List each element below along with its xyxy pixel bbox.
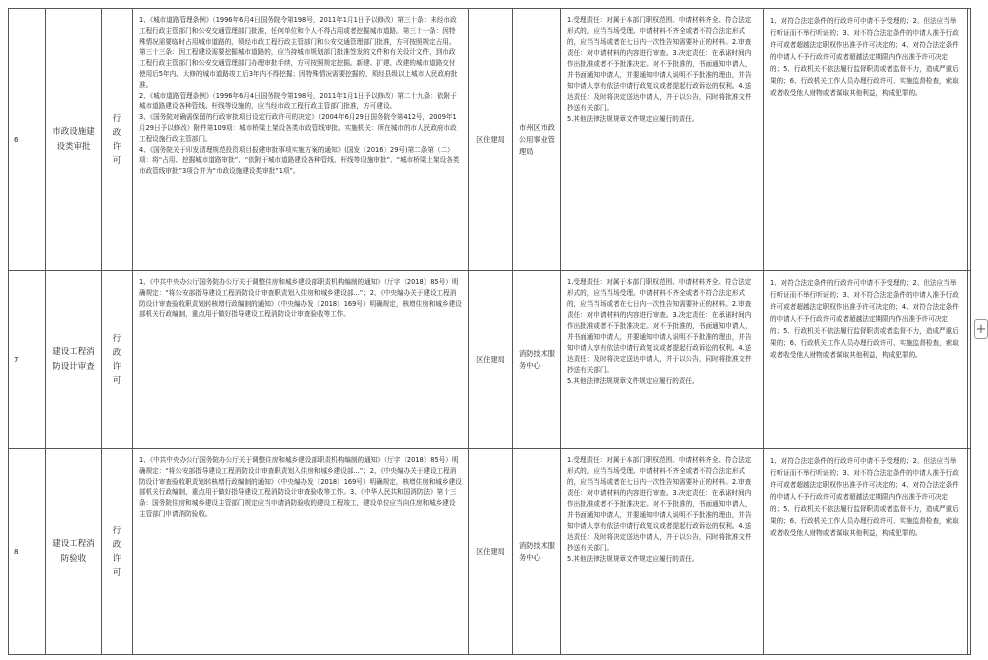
duty-paragraph: 5.其他法律法规规章文件规定应履行的责任。 [567,555,699,563]
item-type-char: 可 [112,567,122,578]
item-type-char: 许 [112,141,122,152]
add-column-button[interactable]: + [974,319,988,339]
duty-paragraph: 5.其他法律法规规章文件规定应履行的责任。 [567,115,699,123]
handling-office: 消防技术服务中心 [513,271,561,449]
accountability: 1、对符合法定条件的行政许可申请不予受理的；2、但法应当举行听证而不举行听证的；3、对不符合法定条件的申请人准予行政许可或者超越法定职权作出准予许可决定的；4、对符合法定条件的申请人不予行政许可或者超越法定期限内作出准予许可决定的；5、行政机关不依法履行监督职责或者监督不力，造成严重后果的；6、行政机关工作人员办理行政许可、实施监督检查，索取或者收受他人财物或者谋取其他利益，构成犯罪的。 [764,271,968,449]
item-type-char: 政 [112,347,122,358]
basis-paragraph: 4、《国务院关于印发清理规范投资项目报建审批事项实施方案的通知》(国发〔2016〕29号)第二条第（二）项：将“占用、挖掘城市道路审批”、“依附于城市道路建设各种管线、杆线等设施审批”、“城市桥梁上架设各类市政管线审批”3项合并为“市政设施建设类审批”1项”。 [139,145,460,176]
item-type-char: 政 [112,127,122,138]
item-type-char: 政 [112,539,122,550]
handling-office: 市州区市政公用事业管理局 [513,9,561,271]
item-name: 市政设施建设类审批 [46,9,102,271]
item-name: 建设工程消防验收 [46,449,102,655]
legal-basis [133,271,469,449]
table-row [9,449,971,655]
responsibilities [561,9,764,271]
department: 区住建局 [469,9,513,271]
item-type-char: 行 [112,525,122,536]
accountability: 1、对符合法定条件的行政许可申请不予受理的；2、但法应当举行听证而不举行听证的；3、对不符合法定条件的申请人准予行政许可或者超越法定职权作出准予许可决定的；4、对符合法定条件的申请人不予行政许可或者超越法定期限内作出准予许可决定的；5、行政机关不依法履行监督职责或者监督不力，造成严重后果的；6、行政机关工作人员办理行政许可、实施监督检查，索取或者收受他人财物或者谋取其他利益，构成犯罪的。 [764,449,968,655]
basis-paragraph: 3、《国务院对确需保留的行政审批项目设定行政许可的决定》（2004年6月29日国务院令第412号，2009年1月29日予以修改）附件第109项：城市桥梁上架设各类市政管线审批。实施机关：所在城市的市人民政府市政工程设施行政主管部门。 [139,113,457,143]
blank-cell [968,271,971,449]
item-type-char: 可 [112,155,122,166]
responsibilities [561,449,764,655]
row-index: 8 [9,449,46,655]
basis-paragraph: 2、《城市道路管理条例》（1996年6月4日国务院令第198号，2011年1月1日予以修改）第二十九条：依附于城市道路建设各种管线、杆线等设施的，应当经市政工程行政主管部门批准，方可建设。 [139,91,457,111]
basis-paragraph: 1、《中共中央办公厅国务院办公厅关于调整住房和城乡建设部职责机构编制的通知》（厅字〔2018〕85号）明确规定：“将公安部指导建设工程消防设计审查职责划入住房和城乡建设部...”；2、《中央编办关于建设工程消防设计审查验收职责划转核增行政编制的通知》（中央编办发〔2018〕169号）明确规定，核增住房和城乡建设部机关行政编制，重点用于做好指导建设工程消防设计审查验收等工作。 [139,278,462,319]
item-type [102,271,133,449]
duty-paragraph: 1.受理责任：对属于本部门职权范围、申请材料齐全、符合法定形式的，应当当场受理。申请材料不齐全或者不符合法定形式的，应当当场或者在七日内一次性告知需要补正的材料。2.审查责任：对申请材料的内容进行审查。3.决定责任：在承诺时间内作出批准或者不予批准决定。对不予批准的，书面通知申请人，并书面通知申请人，并要通知申请人说明不予批准的理由，并告知申请人享有依法申请行政复议或者提起行政诉讼的权利。4.送达责任：及时将决定送达申请人，并于以公告，同时将批准文件抄送有关部门。 [567,456,752,552]
item-type-char: 行 [112,113,122,124]
table-row [9,271,971,449]
item-type-char: 许 [112,361,122,372]
handling-office: 消防技术服务中心 [513,449,561,655]
duty-paragraph: 1.受理责任：对属于本部门职权范围、申请材料齐全、符合法定形式的，应当当场受理。申请材料不齐全或者不符合法定形式的，应当当场或者在七日内一次性告知需要补正的材料。2.审查责任：对申请材料的内容进行审查。3.决定责任：在承诺时间内作出批准或者不予批准决定。对不予批准的，书面通知申请人，并书面通知申请人，并要通知申请人说明不予批准的理由，并告知申请人享有依法申请行政复议或者提起行政诉讼的权利。4.送达责任：及时将决定送达申请人，并于以公告，同时将批准文件抄送有关部门。 [567,16,752,112]
item-type-char: 行 [112,333,122,344]
item-name: 建设工程消防设计审查 [46,271,102,449]
item-type-char: 可 [112,375,122,386]
item-type-char: 许 [112,553,122,564]
legal-basis [133,9,469,271]
responsibilities [561,271,764,449]
item-type [102,449,133,655]
duty-paragraph: 1.受理责任：对属于本部门职权范围、申请材料齐全、符合法定形式的，应当当场受理。申请材料不齐全或者不符合法定形式的，应当当场或者在七日内一次性告知需要补正的材料。2.审查责任：对申请材料的内容进行审查。3.决定责任：在承诺时间内作出批准或者不予批准决定。对不予批准的，书面通知申请人，并书面通知申请人，并要通知申请人说明不予批准的理由，并告知申请人享有依法申请行政复议或者提起行政诉讼的权利。4.送达责任：及时将决定送达申请人，并于以公告，同时将批准文件抄送有关部门。 [567,278,752,374]
blank-cell [968,449,971,655]
row-index: 6 [9,9,46,271]
row-index: 7 [9,271,46,449]
legal-basis [133,449,469,655]
permits-table [8,8,971,655]
basis-paragraph: 1、《中共中央办公厅国务院办公厅关于调整住房和城乡建设部职责机构编制的通知》（厅字〔2018〕85号）明确规定：“将公安部指导建设工程消防设计审查职责划入住房和城乡建设部...”；2、《中央编办关于建设工程消防设计审查验收职责划转核增行政编制的通知》（中央编办发〔2018〕169号）明确规定，核增住房和城乡建设部机关行政编制，重点用于做好指导建设工程消防设计审查验收等工作。3、《中华人民共和国消防法》第十三条：国务院住房和城乡建设主管部门规定应当申请消防验收的建设工程竣工，建设单位应当向住房和城乡建设主管部门申请消防验收。 [139,456,462,518]
duty-paragraph: 5.其他法律法规规章文件规定应履行的责任。 [567,377,699,385]
table-row [9,9,971,271]
blank-cell [968,9,971,271]
department: 区住建局 [469,449,513,655]
department: 区住建局 [469,271,513,449]
accountability: 1、对符合法定条件的行政许可申请不予受理的；2、但法应当举行听证而不举行听证的；3、对不符合法定条件的申请人准予行政许可或者超越法定职权作出准予许可决定的；4、对符合法定条件的申请人不予行政许可或者超越法定期限内作出准予许可决定的；5、行政机关不依法履行监督职责或者监督不力，造成严重后果的；6、行政机关工作人员办理行政许可、实施监督检查，索取或者收受他人财物或者谋取其他利益，构成犯罪的。 [764,9,968,271]
basis-paragraph: 1、《城市道路管理条例》（1996年6月4日国务院令第198号，2011年1月1日予以修改）第三十条：未经市政工程行政主管部门和公安交通管理部门批准，任何单位和个人不得占用或者挖掘城市道路。第三十一条：因特殊情况需要临时占用城市道路的，须经市政工程行政主管部门和公安交通管理部门批准，方可按照规定占用。第三十三条：因工程建设需要挖掘城市道路的，应当持城市规划部门批准签发的文件和有关设计文件，到市政工程行政主管部门和公安交通管理部门办理审批手续，方可按照规定挖掘。新建、扩建、改建的城市道路交付使用后5年内、大修的城市道路竣工后3年内不得挖掘；因特殊情况需要挖掘的，须经县级以上城市人民政府批准。 [139,16,458,89]
item-type [102,9,133,271]
